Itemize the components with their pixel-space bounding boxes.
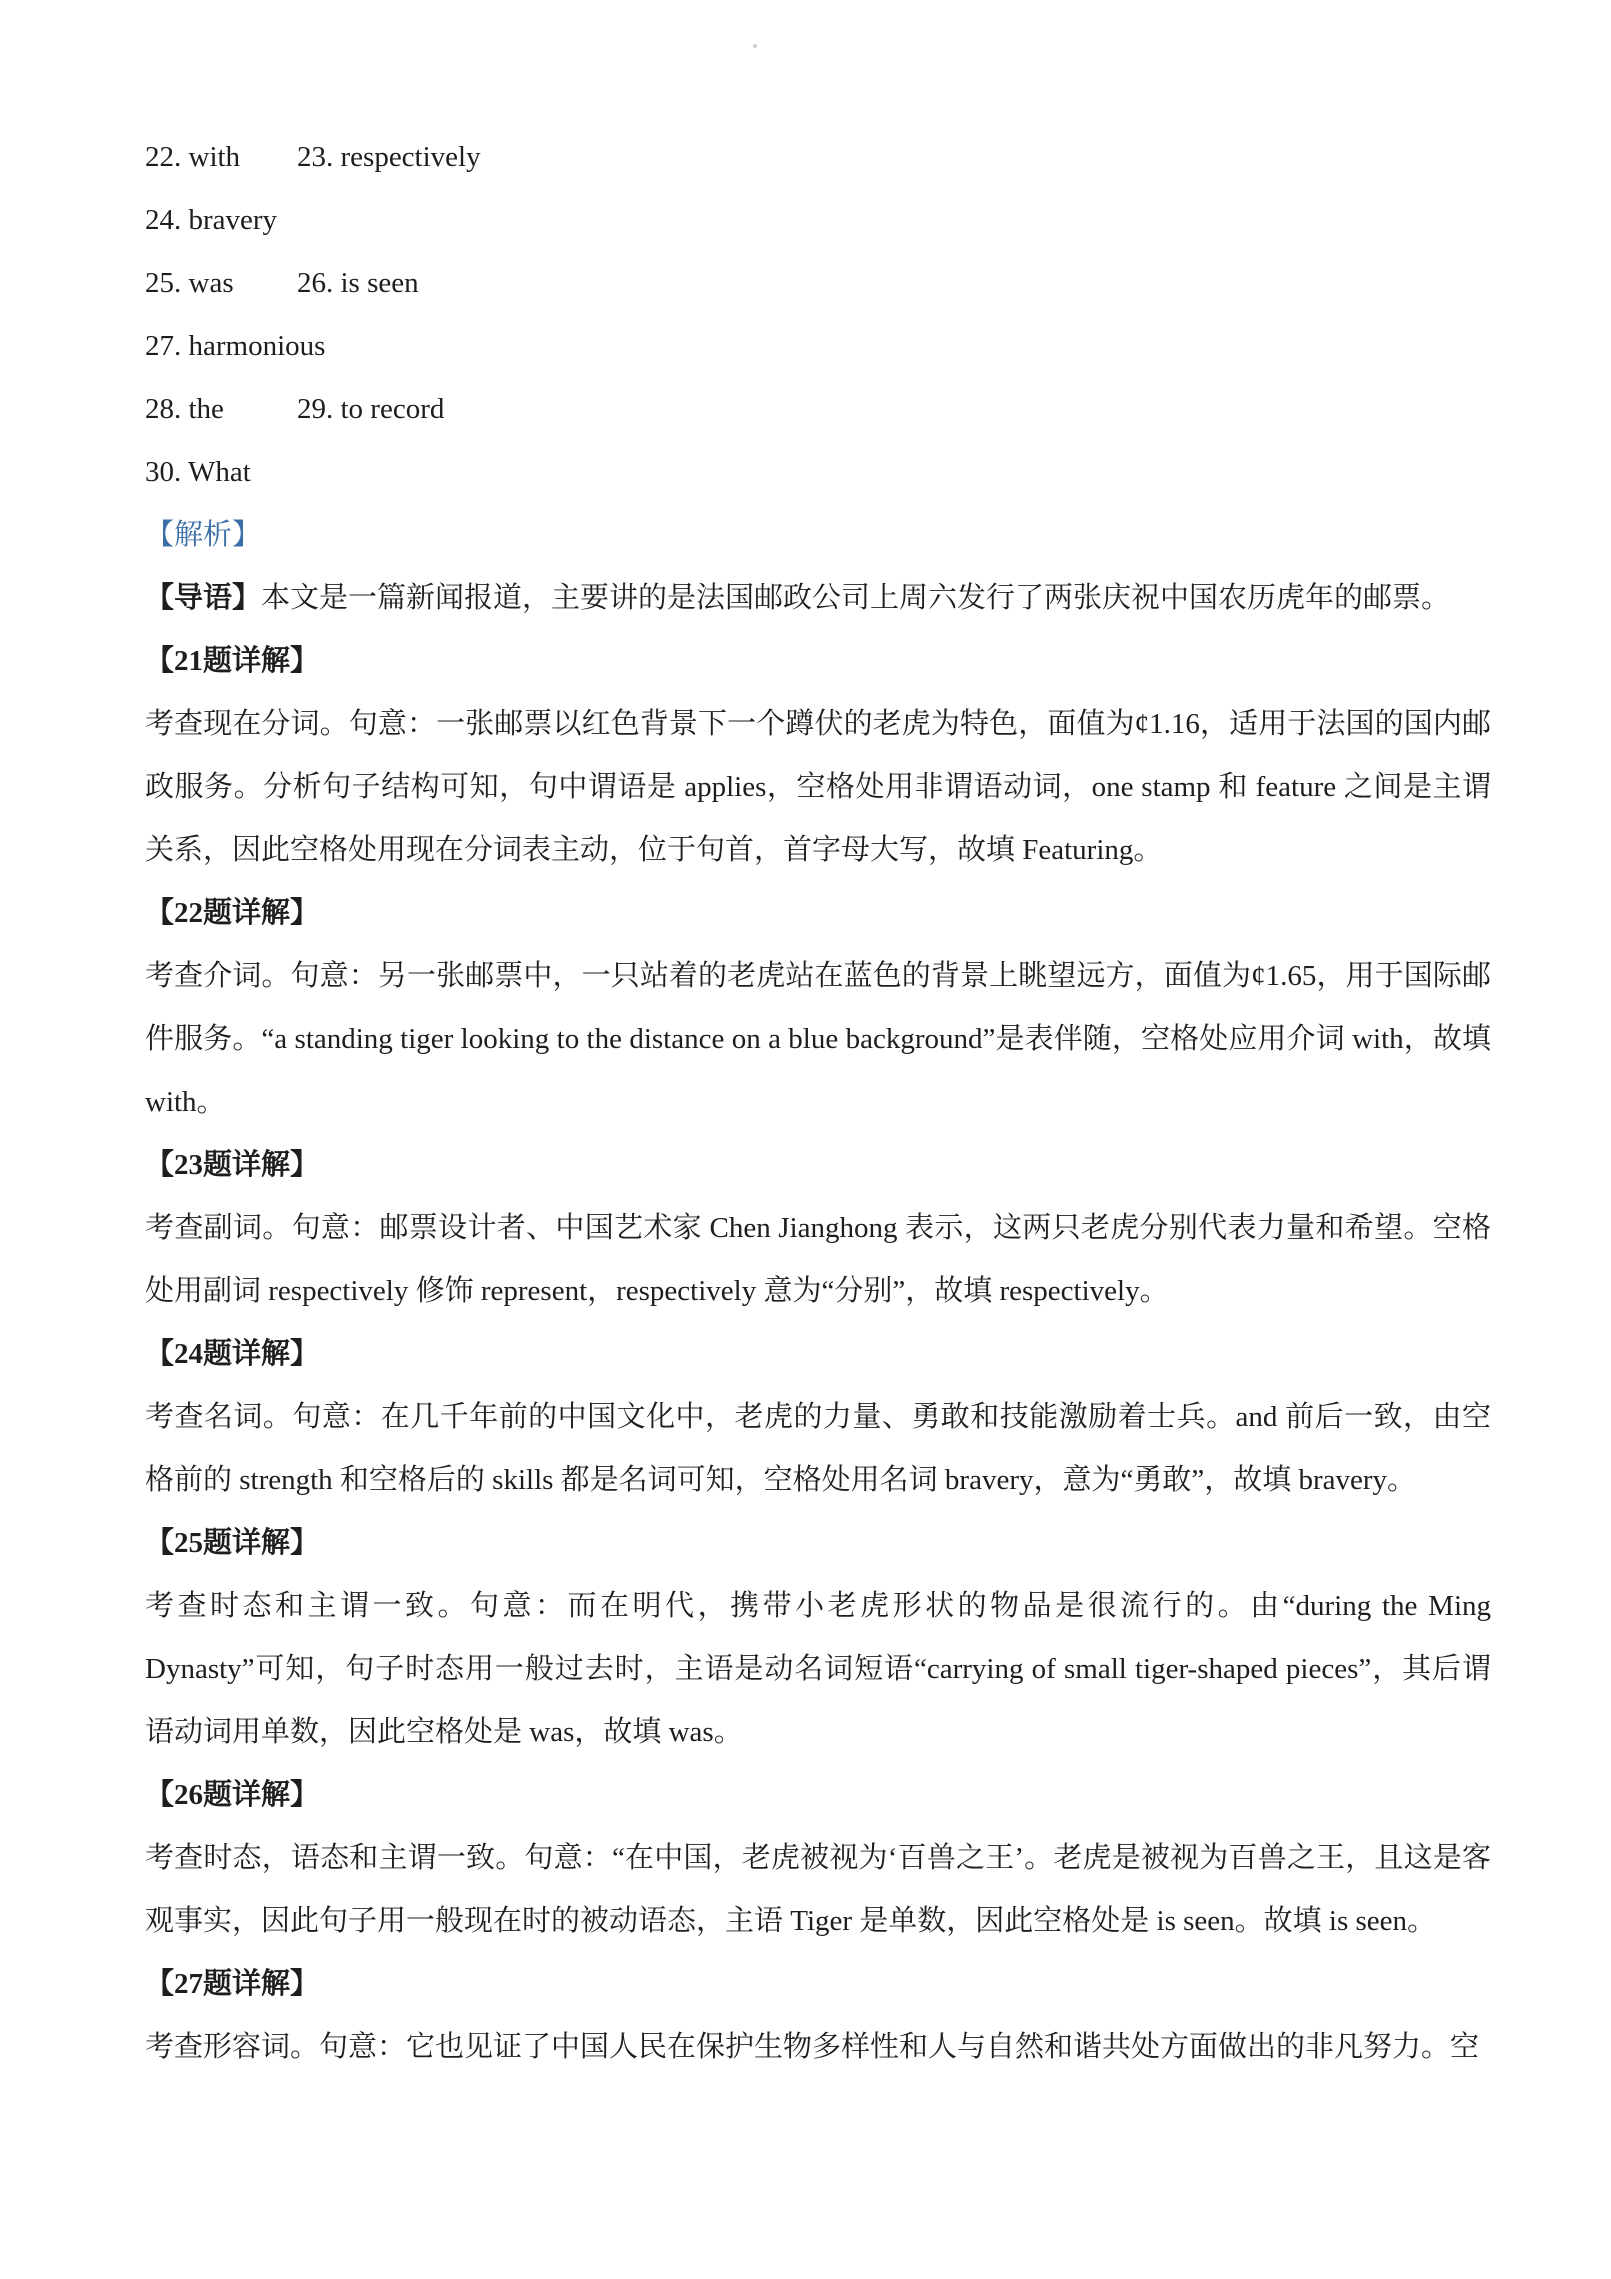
answer-item: 24. bravery (145, 204, 278, 236)
lead-label: 【导语】 (145, 582, 262, 614)
answers-list (145, 126, 1491, 504)
explanation-section-23 (145, 1134, 1491, 1323)
section-title: 【24题详解】 (145, 1338, 320, 1370)
section-title: 【25题详解】 (145, 1527, 320, 1559)
section-body: 考查现在分词。句意：一张邮票以红色背景下一个蹲伏的老虎为特色，面值为¢1.16，适用于法国的国内邮政服务。分析句子结构可知，句中谓语是 applies，空格处用非谓语动词，one stamp 和 feature 之间是主谓关系，因此空格处用现在分词表主动，位于句首，首字母大写，故填 Featuring。 (145, 708, 1491, 866)
answer-item: 25. was (145, 267, 234, 299)
section-title: 【22题详解】 (145, 897, 320, 929)
lead-paragraph-text (145, 567, 1491, 630)
explanation-section-21 (145, 630, 1491, 882)
lead-text: 本文是一篇新闻报道，主要讲的是法国邮政公司上周六发行了两张庆祝中国农历虎年的邮票。 (261, 582, 1451, 614)
answer-item: 28. the (145, 393, 224, 425)
answer-row (145, 189, 1491, 252)
analysis-section-header: 【解析】 (145, 519, 262, 551)
section-body: 考查副词。句意：邮票设计者、中国艺术家 Chen Jianghong 表示，这两只老虎分别代表力量和希望。空格处用副词 respectively 修饰 represent，respectively 意为“分别”，故填 respectively。 (145, 1212, 1491, 1307)
answer-item: 26. is seen (297, 267, 419, 299)
answer-row (145, 378, 1491, 441)
explanation-section-26 (145, 1764, 1491, 1953)
section-title: 【23题详解】 (145, 1149, 320, 1181)
section-body: 考查时态和主谓一致。句意：而在明代，携带小老虎形状的物品是很流行的。由“during the Ming Dynasty”可知，句子时态用一般过去时，主语是动名词短语“carrying of small tiger-shaped pieces”，其后谓语动词用单数，因此空格处是 was，故填 was。 (145, 1590, 1491, 1748)
answer-row (145, 441, 1491, 504)
section-body: 考查介词。句意：另一张邮票中，一只站着的老虎站在蓝色的背景上眺望远方，面值为¢1.65，用于国际邮件服务。“a standing tiger looking to the distance on a blue background”是表伴随，空格处应用介词 with，故填 with。 (145, 960, 1491, 1118)
section-title: 【26题详解】 (145, 1779, 320, 1811)
section-body: 考查名词。句意：在几千年前的中国文化中，老虎的力量、勇敢和技能激励着士兵。and 前后一致，由空格前的 strength 和空格后的 skills 都是名词可知，空格处用名词 bravery，意为“勇敢”，故填 bravery。 (145, 1401, 1491, 1496)
answer-row (145, 252, 1491, 315)
page-speck (753, 44, 757, 48)
section-title: 【21题详解】 (145, 645, 320, 677)
answer-row (145, 315, 1491, 378)
answer-item: 27. harmonious (145, 330, 326, 362)
explanation-section-25 (145, 1512, 1491, 1764)
answer-item: 23. respectively (297, 141, 481, 173)
answer-item: 30. What (145, 456, 251, 488)
explanation-section-24 (145, 1323, 1491, 1512)
answer-item: 22. with (145, 141, 241, 173)
answer-item: 29. to record (297, 393, 445, 425)
section-body: 考查形容词。句意：它也见证了中国人民在保护生物多样性和人与自然和谐共处方面做出的非凡努力。空 (145, 2031, 1480, 2063)
lead-paragraph (145, 567, 1491, 630)
explanation-section-22 (145, 882, 1491, 1134)
answer-row (145, 126, 1491, 189)
section-title: 【27题详解】 (145, 1968, 320, 2000)
explanation-section-27 (145, 1953, 1491, 2079)
section-body: 考查时态，语态和主谓一致。句意：“在中国，老虎被视为‘百兽之王’。老虎是被视为百兽之王，且这是客观事实，因此句子用一般现在时的被动语态，主语 Tiger 是单数，因此空格处是 is seen。故填 is seen。 (145, 1842, 1491, 1937)
